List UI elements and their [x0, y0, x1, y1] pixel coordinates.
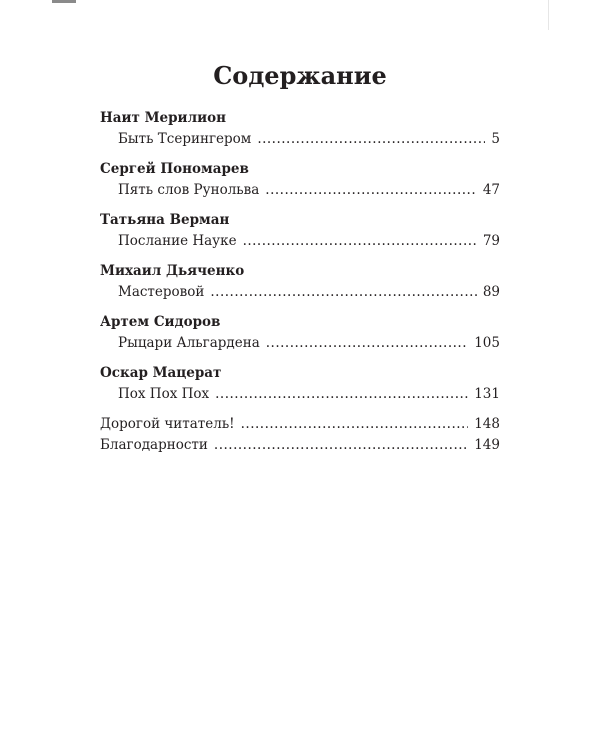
- toc-entry[interactable]: [100, 180, 500, 201]
- dot-leader: [243, 231, 477, 252]
- toc-section: [100, 108, 500, 150]
- dot-leader: [215, 384, 468, 405]
- dot-leader: [266, 333, 468, 354]
- toc-section: [100, 363, 500, 405]
- dot-leader: [210, 282, 476, 303]
- author-name: Оскар Мацерат: [100, 365, 222, 381]
- toc-entry[interactable]: [100, 333, 500, 354]
- toc-entry[interactable]: [100, 435, 500, 456]
- page-number: 5: [491, 131, 500, 147]
- entry-title: Пох Пох Пох: [118, 386, 210, 402]
- author-name: Татьяна Верман: [100, 212, 230, 228]
- toc-entry[interactable]: [100, 282, 500, 303]
- author-name: Артем Сидоров: [100, 314, 221, 330]
- dot-leader: [265, 180, 477, 201]
- page-number: 89: [482, 284, 500, 300]
- toc-section: [100, 312, 500, 354]
- page-number: 47: [482, 182, 500, 198]
- dot-leader: [257, 129, 485, 150]
- dot-leader: [214, 435, 468, 456]
- toc-extras: [100, 414, 500, 456]
- page-number: 149: [474, 437, 500, 453]
- entry-title: Дорогой читатель!: [100, 416, 235, 432]
- author-name: Наит Мерилион: [100, 110, 226, 126]
- page-number: 131: [474, 386, 500, 402]
- page-number: 105: [474, 335, 500, 351]
- table-of-contents: [100, 108, 500, 456]
- dot-leader: [241, 414, 469, 435]
- author-name: Михаил Дьяченко: [100, 263, 245, 279]
- toc-section: [100, 210, 500, 252]
- toc-section: [100, 261, 500, 303]
- entry-title: Послание Науке: [118, 233, 237, 249]
- page-number: 79: [482, 233, 500, 249]
- author-name: Сергей Пономарев: [100, 161, 249, 177]
- toc-entry[interactable]: [100, 384, 500, 405]
- page-edge-line: [548, 0, 549, 30]
- page-title: Содержание: [213, 61, 387, 90]
- toc-section: [100, 159, 500, 201]
- entry-title: Пять слов Рунольва: [118, 182, 260, 198]
- entry-title: Быть Тсерингером: [118, 131, 252, 147]
- toc-entry[interactable]: [100, 414, 500, 435]
- entry-title: Благодарности: [100, 437, 208, 453]
- entry-title: Мастеровой: [118, 284, 205, 300]
- page-number: 148: [474, 416, 500, 432]
- toc-entry[interactable]: [100, 129, 500, 150]
- entry-title: Рыцари Альгардена: [118, 335, 260, 351]
- corner-mark: [52, 0, 76, 3]
- toc-entry[interactable]: [100, 231, 500, 252]
